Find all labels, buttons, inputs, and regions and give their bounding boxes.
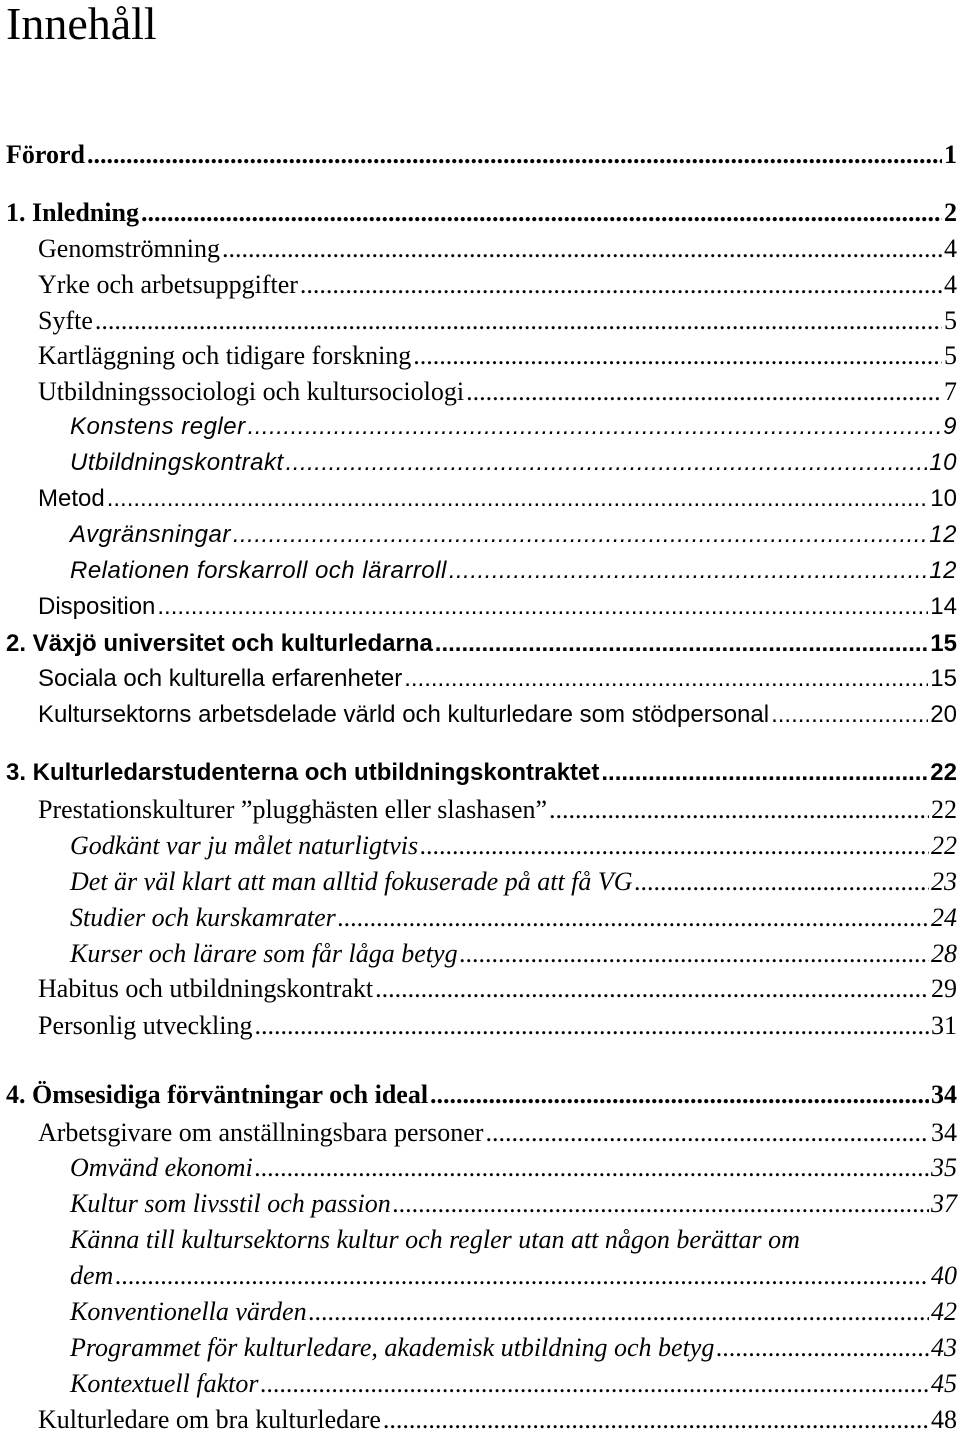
toc-leader-dots (601, 759, 928, 787)
toc-entry-label: Kontextuell faktor (70, 1369, 259, 1398)
toc-entry-page: 12 (929, 557, 957, 584)
toc-entry-page: 29 (931, 974, 957, 1003)
toc-leader-dots (485, 1118, 929, 1148)
toc-entry (38, 341, 957, 375)
toc-entry-page: 15 (930, 630, 957, 657)
toc-entry-page: 4 (944, 270, 957, 299)
toc-entry-label: 1. Inledning (6, 198, 139, 227)
toc-leader-dots (260, 1369, 929, 1399)
toc-entry-page: 9 (943, 413, 957, 440)
toc-entry-page: 22 (930, 759, 957, 786)
toc-leader-dots (286, 449, 928, 477)
toc-entry-label: Kulturledare om bra kulturledare (38, 1405, 381, 1434)
toc-leader-dots (222, 234, 942, 264)
toc-leader-dots (157, 593, 928, 621)
toc-entry (6, 198, 957, 232)
toc-entry (38, 270, 957, 304)
toc-entry-label: Det är väl klart att man alltid fokuserade på att få VG (70, 867, 633, 896)
toc-entry-page: 10 (929, 449, 957, 476)
toc-entry-page: 5 (944, 306, 957, 335)
toc-entry-page: 22 (931, 831, 957, 860)
toc-entry-page: 45 (931, 1369, 957, 1398)
toc-entry (6, 140, 957, 174)
toc-leader-dots (248, 413, 942, 441)
toc-entry-label: Utbildningskontrakt (70, 449, 284, 476)
toc-leader-dots (393, 1189, 929, 1219)
toc-entry-label: Arbetsgivare om anställningsbara personer (38, 1118, 484, 1147)
toc-entry-page: 2 (944, 198, 957, 227)
toc-leader-dots (420, 831, 929, 861)
toc-entry (70, 413, 957, 447)
toc-leader-dots (254, 1011, 929, 1041)
toc-entry-page: 1 (944, 140, 957, 169)
toc-entry (70, 521, 957, 555)
toc-leader-dots (141, 198, 942, 228)
toc-leader-dots (338, 903, 929, 933)
toc-entry (70, 1189, 957, 1223)
toc-entry-label: Prestationskulturer ”plugghästen eller slashasen” (38, 795, 548, 824)
toc-entry (38, 701, 957, 735)
toc-leader-dots (430, 1080, 929, 1110)
toc-entry (6, 759, 957, 793)
toc-entry-page: 20 (930, 701, 957, 728)
toc-entry (70, 1369, 957, 1403)
toc-entry-page: 4 (944, 234, 957, 263)
toc-entry (38, 234, 957, 268)
toc-entry-label: Studier och kurskamrater (70, 903, 336, 932)
toc-entry-label: Kultur som livsstil och passion (70, 1189, 391, 1218)
toc-entry-page: 22 (931, 795, 957, 824)
toc-entry-page: 23 (931, 867, 957, 896)
toc-entry (70, 1297, 957, 1331)
toc-entry-page: 14 (930, 593, 957, 620)
toc-entry (38, 1118, 957, 1152)
toc-entry-label: Genomströmning (38, 234, 220, 263)
toc-entry-label: Kartläggning och tidigare forskning (38, 341, 412, 370)
toc-entry-page: 10 (930, 485, 957, 512)
toc-leader-dots (115, 1261, 929, 1291)
toc-entry (38, 795, 957, 829)
toc-leader-dots (716, 1333, 929, 1363)
toc-entry-label: Omvänd ekonomi (70, 1153, 253, 1182)
toc-entry (38, 306, 957, 340)
toc-leader-dots (449, 557, 927, 585)
toc-entry-label: Förord (6, 140, 85, 169)
toc-entry-page: 34 (931, 1118, 957, 1147)
toc-entry-label: Relationen forskarroll och lärarroll (70, 557, 447, 584)
toc-leader-dots (300, 270, 942, 300)
toc-entry (70, 903, 957, 937)
toc-entry (38, 665, 957, 699)
toc-entry-page: 42 (931, 1297, 957, 1326)
toc-entry-label: Personlig utveckling (38, 1011, 253, 1040)
toc-entry-label: Konventionella värden (70, 1297, 307, 1326)
toc-entry-label: 4. Ömsesidiga förväntningar och ideal (6, 1080, 429, 1109)
toc-entry-page: 40 (931, 1261, 957, 1290)
toc-leader-dots (549, 795, 929, 825)
toc-entry-label: 3. Kulturledarstudenterna och utbildningskontraktet (6, 759, 600, 786)
toc-leader-dots (466, 377, 942, 407)
toc-entry-label: Avgränsningar (70, 521, 231, 548)
toc-entry-page: 48 (931, 1405, 957, 1434)
toc-entry-page: 37 (931, 1189, 957, 1218)
toc-entry (70, 867, 957, 901)
toc-entry (38, 1405, 957, 1439)
toc-entry-label: Disposition (38, 593, 156, 620)
toc-entry (38, 1011, 957, 1045)
toc-entry-label: Yrke och arbetsuppgifter (38, 270, 298, 299)
toc-entry (70, 557, 957, 591)
toc-leader-dots (233, 521, 927, 549)
toc-entry-label: Konstens regler (70, 413, 246, 440)
toc-entry (70, 1333, 957, 1367)
toc-leader-dots (255, 1153, 929, 1183)
toc-leader-dots (435, 630, 929, 658)
toc-entry (38, 377, 957, 411)
toc-entry (6, 630, 957, 664)
toc-entry-label: Kurser och lärare som får låga betyg (70, 939, 458, 968)
toc-entry-page: 31 (931, 1011, 957, 1040)
toc-leader-dots (375, 974, 929, 1004)
toc-entry-label: Sociala och kulturella erfarenheter (38, 665, 403, 692)
toc-entry-label: Programmet för kulturledare, akademisk utbildning och betyg (70, 1333, 715, 1362)
toc-entry (70, 1261, 957, 1295)
toc-entry-label: Utbildningssociologi och kultursociologi (38, 377, 465, 406)
toc-entry (38, 974, 957, 1008)
toc-leader-dots (635, 867, 929, 897)
toc-leader-dots (404, 665, 928, 693)
toc-entry-page: 15 (930, 665, 957, 692)
toc-entry (70, 939, 957, 973)
toc-entry-label: Kultursektorns arbetsdelade värld och kulturledare som stödpersonal (38, 701, 770, 728)
toc-leader-dots (460, 939, 929, 969)
toc-entry-label: Godkänt var ju målet naturligtvis (70, 831, 419, 860)
toc-entry-label: 2. Växjö universitet och kulturledarna (6, 630, 433, 657)
toc-entry (6, 1080, 957, 1114)
toc-leader-dots (87, 140, 942, 170)
toc-entry-label: Syfte (38, 306, 93, 335)
toc-entry-page: 35 (931, 1153, 957, 1182)
toc-entry-label: Metod (38, 485, 105, 512)
toc-entry-page: 5 (944, 341, 957, 370)
toc-leader-dots (95, 306, 942, 336)
toc-entry (38, 593, 957, 627)
toc-entry-label: dem (70, 1261, 114, 1290)
toc-entry-page: 12 (929, 521, 957, 548)
toc-entry (70, 1153, 957, 1187)
toc-leader-dots (309, 1297, 929, 1327)
toc-leader-dots (771, 701, 928, 729)
page-title: Innehåll (6, 0, 157, 49)
toc-entry-page: 24 (931, 903, 957, 932)
toc-entry (38, 485, 957, 519)
toc-leader-dots (383, 1405, 929, 1435)
toc-entry-page: 7 (944, 377, 957, 406)
toc-entry-page: 43 (931, 1333, 957, 1362)
toc-leader-dots (413, 341, 942, 371)
toc-entry-page: 34 (931, 1080, 957, 1109)
toc-entry-first-line: Känna till kultursektorns kultur och regler utan att någon berättar om (70, 1225, 800, 1254)
toc-leader-dots (107, 485, 929, 513)
toc-entry (70, 449, 957, 483)
toc-entry-page: 28 (931, 939, 957, 968)
toc-entry-label: Habitus och utbildningskontrakt (38, 974, 374, 1003)
toc-entry (70, 831, 957, 865)
